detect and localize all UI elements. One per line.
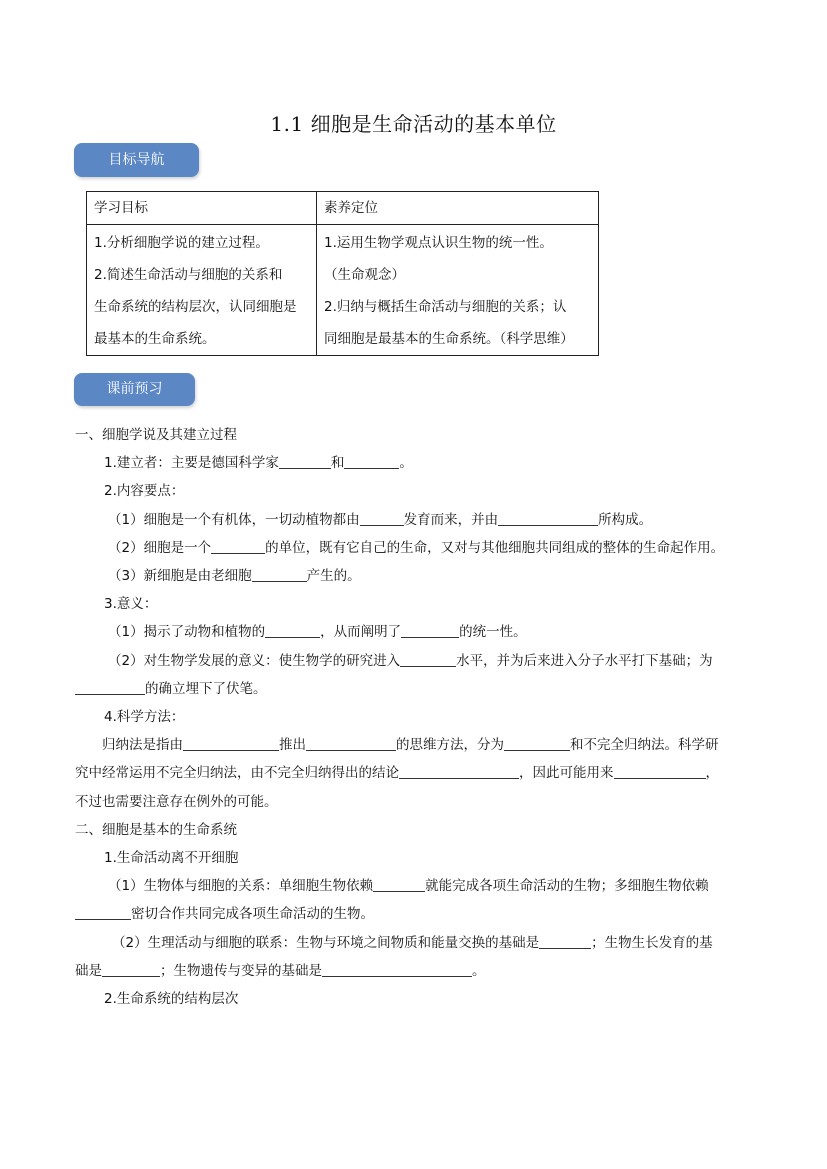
fill-blank[interactable] bbox=[614, 764, 706, 779]
table-cell-line: 生命系统的结构层次，认同细胞是 bbox=[94, 299, 297, 315]
table-cell-line: 最基本的生命系统。 bbox=[94, 331, 216, 347]
section-tag-goals: 目标导航 bbox=[74, 143, 199, 177]
sub-heading: 2.内容要点： bbox=[104, 483, 185, 500]
table-row bbox=[87, 225, 599, 356]
fill-blank[interactable] bbox=[265, 623, 320, 638]
content-line: （3）新细胞是由老细胞 产生的。 bbox=[108, 568, 361, 585]
fill-blank[interactable] bbox=[211, 539, 265, 554]
sub-heading: 2.生命系统的结构层次 bbox=[104, 991, 239, 1008]
fill-blank[interactable] bbox=[252, 567, 307, 582]
sub-heading: 1.生命活动离不开细胞 bbox=[104, 850, 239, 867]
content-line: 密切合作共同完成各项生命活动的生物。 bbox=[75, 900, 755, 928]
table-cell-line: 1.运用生物学观点认识生物的统一性。 bbox=[324, 235, 553, 251]
table-header-row bbox=[87, 192, 599, 225]
preview-content bbox=[75, 421, 755, 1013]
page-title: 1.1 细胞是生命活动的基本单位 bbox=[270, 112, 557, 136]
content-line: 归纳法是指由 推出 的思维方法，分为 和不完全归纳法。科学研 bbox=[102, 737, 719, 754]
fill-blank[interactable] bbox=[360, 511, 404, 526]
table-cell-line: 2.简述生命活动与细胞的关系和 bbox=[94, 267, 283, 283]
fill-blank[interactable] bbox=[401, 623, 459, 638]
fill-blank[interactable] bbox=[504, 736, 570, 751]
goals-table bbox=[86, 191, 599, 356]
sub-heading: 4.科学方法： bbox=[104, 709, 185, 726]
table-cell-line: 1.分析细胞学说的建立过程。 bbox=[94, 235, 269, 251]
fill-blank[interactable] bbox=[306, 736, 396, 751]
fill-blank[interactable] bbox=[279, 454, 331, 469]
content-line: 的确立埋下了伏笔。 bbox=[75, 675, 755, 703]
fill-blank[interactable] bbox=[102, 962, 160, 977]
fill-blank[interactable] bbox=[373, 877, 425, 892]
content-line: （1）细胞是一个有机体，一切动植物都由 发育而来，并由 所构成。 bbox=[108, 511, 653, 528]
content-line: （2）细胞是一个 的单位，既有它自己的生命，又对与其他细胞共同组成的整体的生命起作用。 bbox=[108, 539, 725, 556]
fill-blank[interactable] bbox=[75, 680, 145, 695]
table-cell-line: 2.归纳与概括生命活动与细胞的关系；认 bbox=[324, 299, 567, 315]
content-line: 不过也需要注意存在例外的可能。 bbox=[75, 793, 278, 810]
table-cell-literacy bbox=[317, 225, 599, 356]
table-cell-goals bbox=[87, 225, 317, 356]
fill-blank[interactable] bbox=[183, 736, 279, 751]
section-heading: 二、细胞是基本的生命系统 bbox=[75, 821, 237, 838]
content-line: 础是 ；生物遗传与变异的基础是 。 bbox=[75, 962, 486, 979]
fill-blank[interactable] bbox=[344, 454, 399, 469]
section-tag-preview: 课前预习 bbox=[74, 373, 195, 406]
fill-blank[interactable] bbox=[539, 934, 591, 949]
fill-blank[interactable] bbox=[75, 905, 131, 920]
table-cell-line: 同细胞是最基本的生命系统。（科学思维） bbox=[324, 331, 574, 347]
table-header-cell: 学习目标 bbox=[87, 192, 317, 225]
content-line: 究中经常运用不完全归纳法，由不完全归纳得出的结论 ，因此可能用来 ， bbox=[75, 765, 719, 782]
content-line: （2）对生物学发展的意义：使生物学的研究进入 水平，并为后来进入分子水平打下基础；为 bbox=[108, 652, 713, 669]
section-heading: 一、细胞学说及其建立过程 bbox=[75, 427, 237, 443]
fill-blank[interactable] bbox=[400, 652, 456, 667]
table-header-cell: 素养定位 bbox=[317, 192, 599, 225]
content-line: （2）生理活动与细胞的联系：生物与环境之间物质和能量交换的基础是 ；生物生长发育的基 bbox=[112, 934, 713, 951]
table-cell-line: （生命观念） bbox=[324, 267, 405, 283]
fill-blank[interactable] bbox=[399, 764, 519, 779]
content-line: （1）揭示了动物和植物的 ，从而阐明了 的统一性。 bbox=[108, 624, 527, 641]
fill-blank[interactable] bbox=[322, 962, 472, 977]
content-line: （1）生物体与细胞的关系：单细胞生物依赖 就能完成各项生命活动的生物；多细胞生物依赖 bbox=[108, 878, 709, 895]
founders-line: 1.建立者：主要是德国科学家 和 。 bbox=[104, 455, 413, 472]
fill-blank[interactable] bbox=[498, 511, 598, 526]
sub-heading: 3.意义： bbox=[104, 596, 158, 613]
